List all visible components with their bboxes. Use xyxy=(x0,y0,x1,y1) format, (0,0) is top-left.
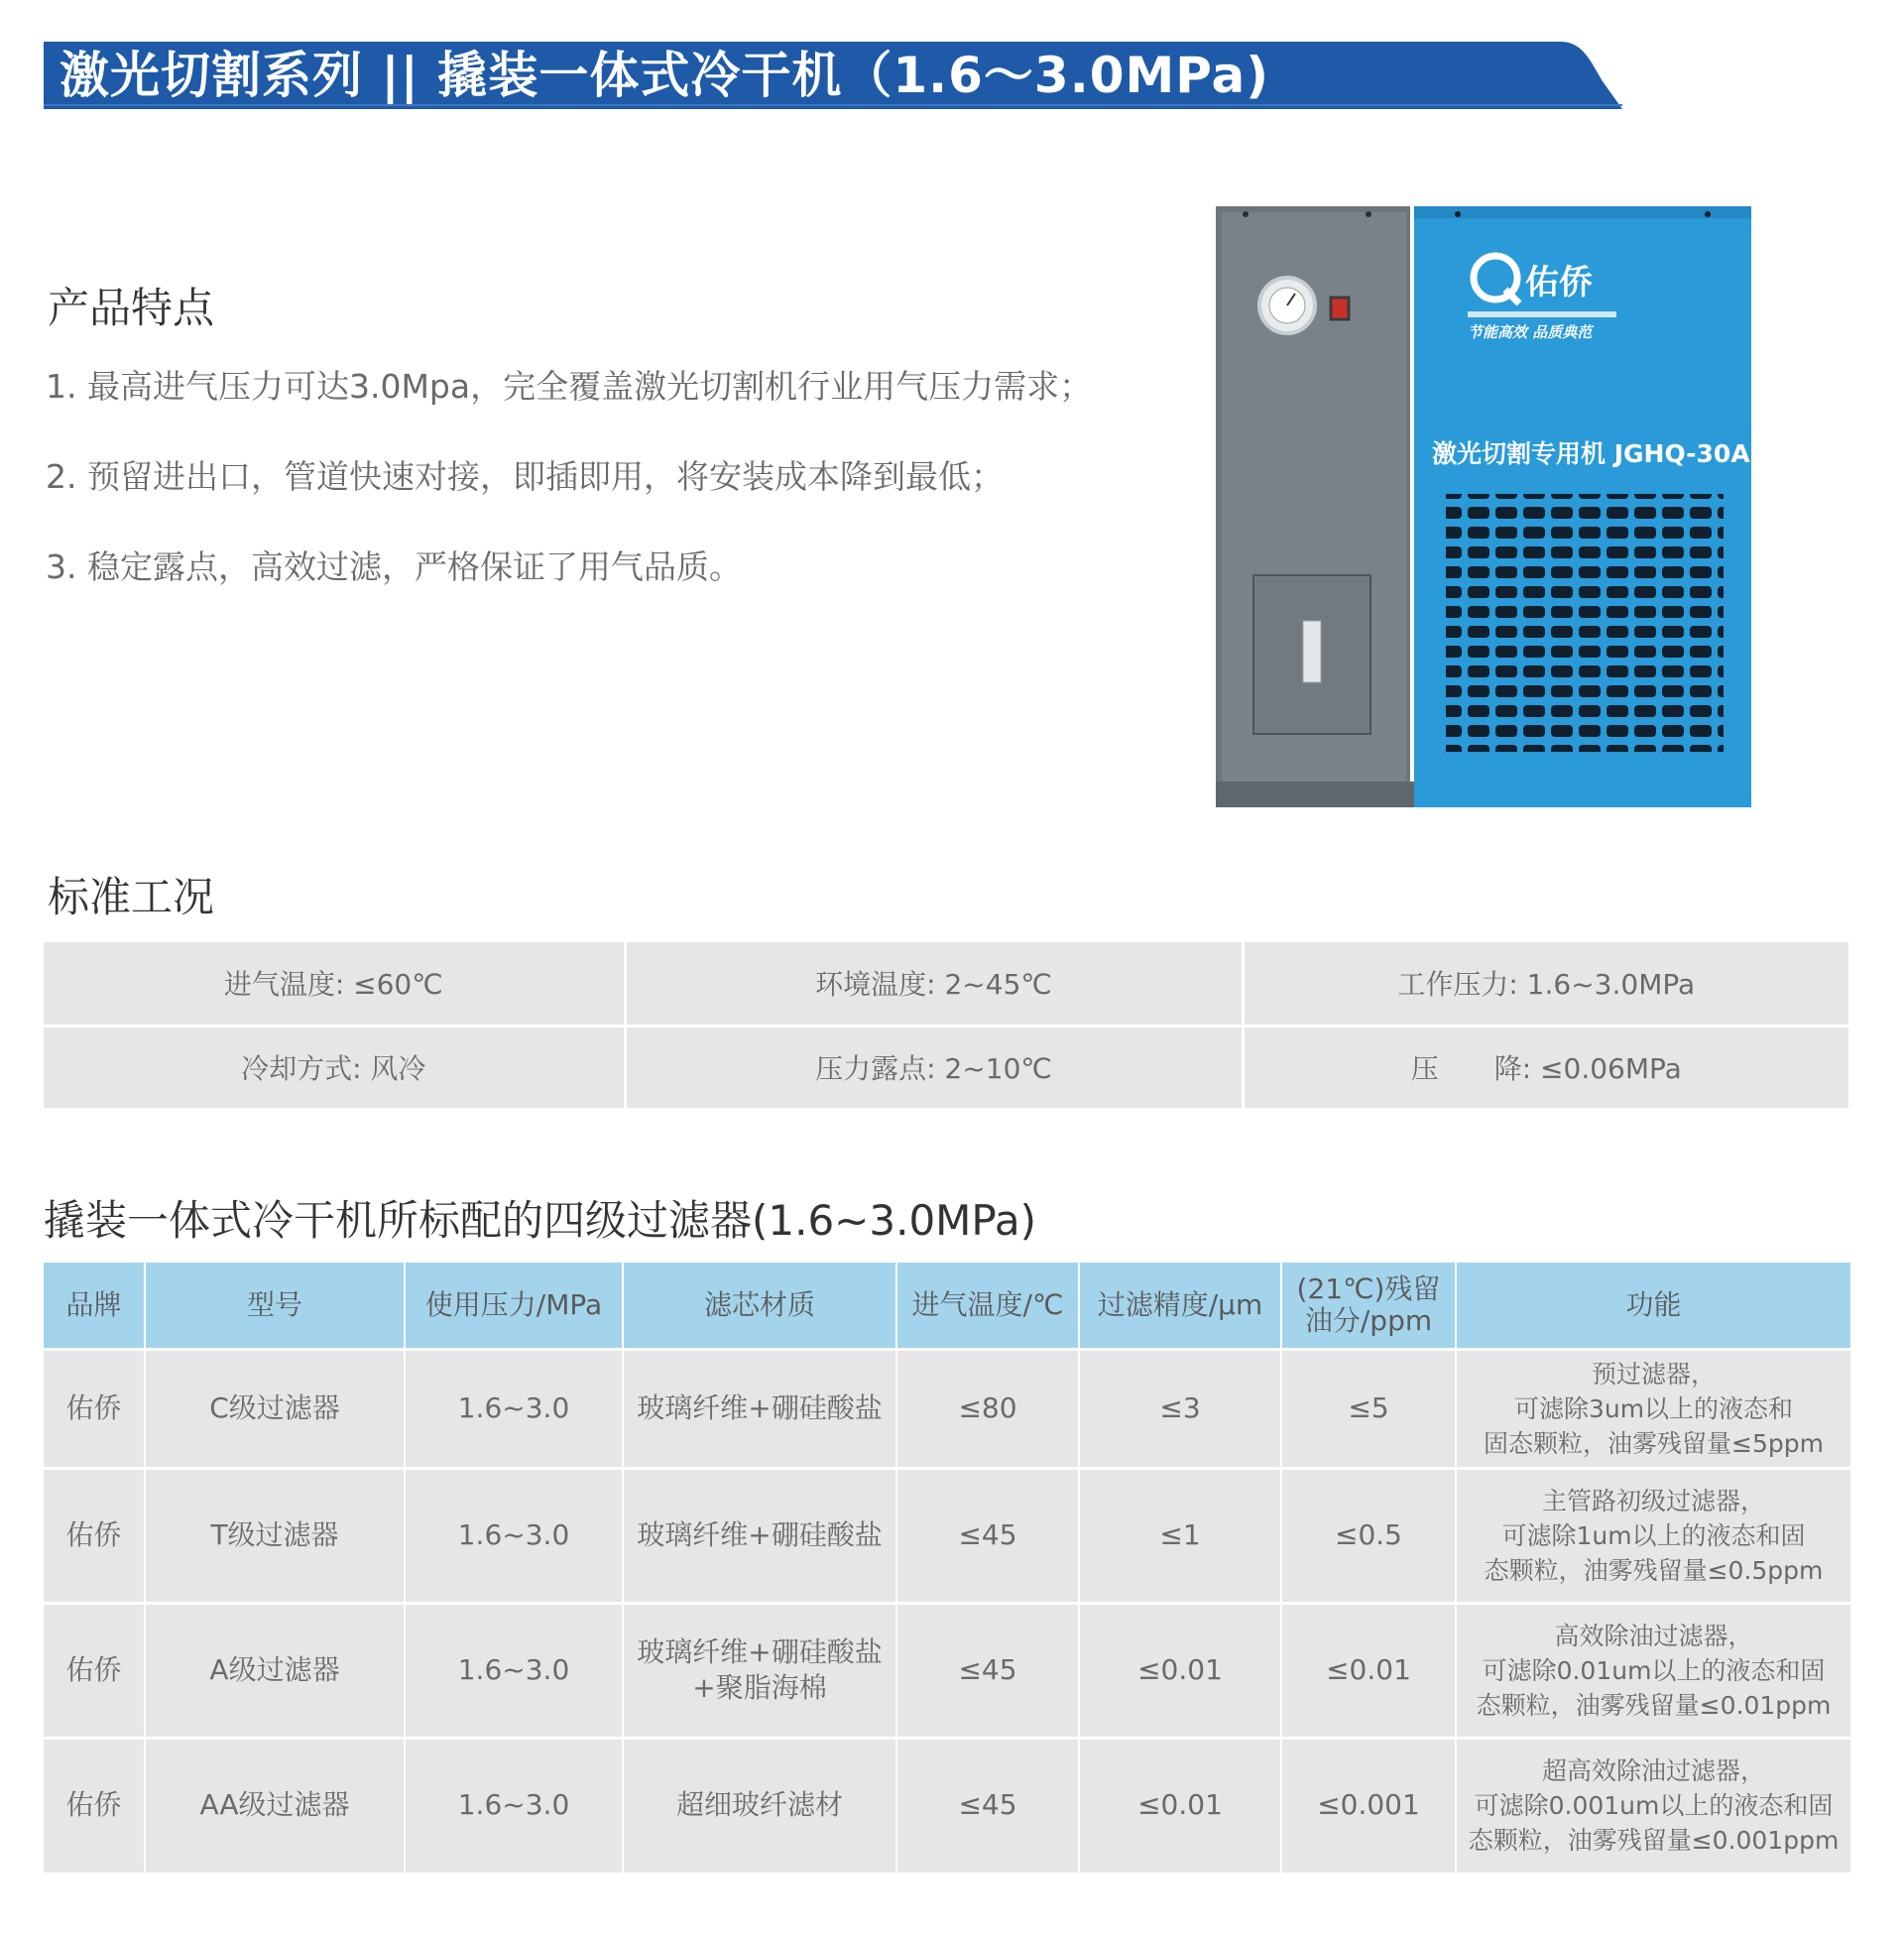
table-cell: 1.6~3.0 xyxy=(405,1349,623,1468)
filters-heading: 撬装一体式冷干机所标配的四级过滤器(1.6~3.0MPa) xyxy=(44,1196,1036,1245)
table-header-row xyxy=(44,1263,1850,1349)
table-cell: ≤0.01 xyxy=(1281,1603,1456,1738)
table-cell: 佑侨 xyxy=(44,1738,145,1874)
table-cell: 预过滤器， 可滤除3um以上的液态和 固态颗粒，油雾残留量≤5ppm xyxy=(1456,1349,1850,1468)
table-cell: 佑侨 xyxy=(44,1349,145,1468)
table-row xyxy=(44,1738,1850,1874)
features-heading: 产品特点 xyxy=(48,284,215,332)
table-cell: 冷却方式: 风冷 xyxy=(44,1026,625,1109)
table-cell: ≤0.01 xyxy=(1079,1603,1281,1738)
table-row xyxy=(44,1349,1850,1468)
table-cell: 超高效除油过滤器， 可滤除0.001um以上的液态和固 态颗粒，油雾残留量≤0.001ppm xyxy=(1456,1738,1850,1874)
table-cell: 主管路初级过滤器， 可滤除1um以上的液态和固 态颗粒，油雾残留量≤0.5ppm xyxy=(1456,1468,1850,1603)
table-cell: ≤5 xyxy=(1281,1349,1456,1468)
table-row xyxy=(44,942,1848,1026)
table-cell: 工作压力: 1.6~3.0MPa xyxy=(1243,942,1848,1026)
features-list xyxy=(46,361,1186,632)
product-model-label: 激光切割专用机 JGHQ-30A xyxy=(1432,439,1750,468)
table-cell: 玻璃纤维+硼硅酸盐 +聚脂海棉 xyxy=(623,1603,896,1738)
table-cell: 进气温度: ≤60℃ xyxy=(44,942,625,1026)
table-cell: ≤80 xyxy=(896,1349,1079,1468)
table-cell: 压 降: ≤0.06MPa xyxy=(1243,1026,1848,1109)
product-slogan: 节能高效 品质典范 xyxy=(1468,323,1593,341)
table-cell: 1.6~3.0 xyxy=(405,1603,623,1738)
table-cell: ≤45 xyxy=(896,1738,1079,1874)
product-brand: 佑侨 xyxy=(1525,263,1593,302)
table-cell: C级过滤器 xyxy=(145,1349,405,1468)
table-cell: 环境温度: 2~45℃ xyxy=(625,942,1243,1026)
table-cell: T级过滤器 xyxy=(145,1468,405,1603)
table-cell: 1.6~3.0 xyxy=(405,1468,623,1603)
column-header: 功能 xyxy=(1456,1263,1850,1349)
filters-table xyxy=(44,1263,1850,1876)
table-cell: 玻璃纤维+硼硅酸盐 xyxy=(623,1468,896,1603)
table-cell: 佑侨 xyxy=(44,1468,145,1603)
conditions-table xyxy=(44,942,1848,1111)
feature-item: 3. 稳定露点，高效过滤，严格保证了用气品质。 xyxy=(46,547,742,586)
header-banner xyxy=(44,42,1622,109)
page-title: 激光切割系列 || 撬装一体式冷干机（1.6～3.0MPa) xyxy=(60,47,1270,104)
table-cell: 玻璃纤维+硼硅酸盐 xyxy=(623,1349,896,1468)
table-row xyxy=(44,1468,1850,1603)
conditions-heading: 标准工况 xyxy=(48,873,215,921)
column-header: 型号 xyxy=(145,1263,405,1349)
column-header: 过滤精度/μm xyxy=(1079,1263,1281,1349)
feature-item: 2. 预留进出口，管道快速对接，即插即用，将安装成本降到最低； xyxy=(46,457,1004,496)
column-header: 进气温度/℃ xyxy=(896,1263,1079,1349)
table-cell: ≤0.001 xyxy=(1281,1738,1456,1874)
table-cell: 高效除油过滤器， 可滤除0.01um以上的液态和固 态颗粒，油雾残留量≤0.01ppm xyxy=(1456,1603,1850,1738)
table-cell: AA级过滤器 xyxy=(145,1738,405,1874)
table-cell: ≤1 xyxy=(1079,1468,1281,1603)
column-header: 滤芯材质 xyxy=(623,1263,896,1349)
table-cell: ≤45 xyxy=(896,1468,1079,1603)
table-cell: 1.6~3.0 xyxy=(405,1738,623,1874)
table-cell: 佑侨 xyxy=(44,1603,145,1738)
table-cell: ≤3 xyxy=(1079,1349,1281,1468)
table-row xyxy=(44,1026,1848,1109)
feature-item: 1. 最高进气压力可达3.0Mpa，完全覆盖激光切割机行业用气压力需求； xyxy=(46,367,1093,406)
table-cell: ≤0.5 xyxy=(1281,1468,1456,1603)
table-cell: A级过滤器 xyxy=(145,1603,405,1738)
table-cell: ≤0.01 xyxy=(1079,1738,1281,1874)
product-image xyxy=(1216,206,1751,807)
column-header: (21℃)残留 油分/ppm xyxy=(1281,1263,1456,1349)
table-cell: 压力露点: 2~10℃ xyxy=(625,1026,1243,1109)
table-row xyxy=(44,1603,1850,1738)
column-header: 使用压力/MPa xyxy=(405,1263,623,1349)
column-header: 品牌 xyxy=(44,1263,145,1349)
table-cell: 超细玻纤滤材 xyxy=(623,1738,896,1874)
table-cell: ≤45 xyxy=(896,1603,1079,1738)
